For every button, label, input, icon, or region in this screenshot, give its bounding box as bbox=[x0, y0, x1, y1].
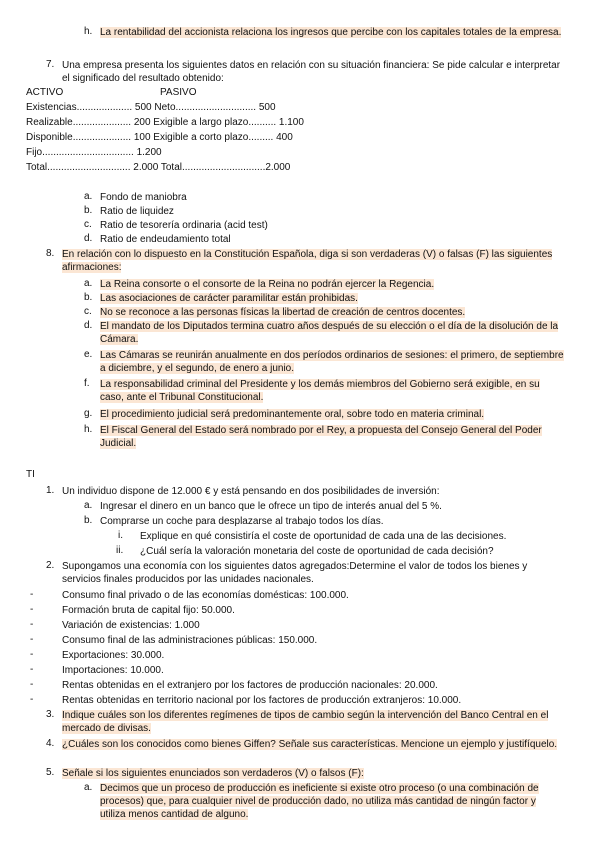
item-marker: a. bbox=[84, 278, 93, 289]
dash-marker: - bbox=[30, 664, 34, 675]
list-item: Decimos que un proceso de producción es ineficiente si existe otro proceso (o una combinación de procesos) que, para cualquier nivel de producción dado, no utiliza más cantidad de ningún factor y utiliza menos cantidad de alguno. bbox=[100, 783, 539, 820]
question-marker: 8. bbox=[46, 248, 55, 259]
list-item: Ratio de tesorería ordinaria (acid test) bbox=[100, 220, 268, 231]
balance-row: Existencias.................... 500 Neto............................. 500 bbox=[26, 102, 276, 113]
item-marker: c. bbox=[84, 306, 92, 317]
list-item: Formación bruta de capital fijo: 50.000. bbox=[62, 605, 235, 616]
question-text: Un individuo dispone de 12.000 € y está pensando en dos posibilidades de inversión: bbox=[62, 486, 440, 497]
item-marker: b. bbox=[84, 292, 93, 303]
dash-marker: - bbox=[30, 634, 34, 645]
list-item: Consumo final de las administraciones públicas: 150.000. bbox=[62, 635, 318, 646]
list-item: Rentas obtenidas en el extranjero por los factores de producción nacionales: 20.000. bbox=[62, 680, 438, 691]
dash-marker: - bbox=[30, 619, 34, 630]
list-item: Exportaciones: 30.000. bbox=[62, 650, 165, 661]
subitem-marker: i. bbox=[118, 530, 123, 541]
item-marker: h. bbox=[84, 424, 93, 435]
dash-marker: - bbox=[30, 679, 34, 690]
list-item: La Reina consorte o el consorte de la Reina no podrán ejercer la Regencia. bbox=[100, 279, 435, 290]
list-item: La responsabilidad criminal del Presidente y los demás miembros del Gobierno será exigible, en su caso, ante el Tribunal Constitucional. bbox=[100, 379, 540, 403]
list-item: Las Cámaras se reunirán anualmente en dos períodos ordinarios de sesiones: el primero, de septiembre a diciembre, y el segundo, de enero a junio. bbox=[100, 350, 564, 374]
question-text: ¿Cuáles son los conocidos como bienes Giffen? Señale sus características. Mencione un ejemplo y justifíquelo. bbox=[62, 739, 558, 750]
question-text: Supongamos una economía con los siguientes datos agregados:Determine el valor de todos los bienes y servicios finales producidos por las unidades nacionales. bbox=[62, 561, 528, 585]
dash-marker: - bbox=[30, 649, 34, 660]
balance-row: Total.............................. 2.000 Total..............................2.000 bbox=[26, 162, 291, 173]
list-item: El procedimiento judicial será predominantemente oral, sobre todo en materia criminal. bbox=[100, 409, 485, 420]
item-marker: c. bbox=[84, 219, 92, 230]
balance-row: Realizable..................... 200 Exigible a largo plazo.......... 1.100 bbox=[26, 117, 304, 128]
list-item: No se reconoce a las personas físicas la libertad de creación de centros docentes. bbox=[100, 307, 466, 318]
list-item: El mandato de los Diputados termina cuatro años después de su elección o el día de la disolución de la Cámara. bbox=[100, 321, 559, 345]
pasivo-header: PASIVO bbox=[160, 87, 197, 98]
section-heading: TI bbox=[26, 469, 35, 480]
list-item: Las asociaciones de carácter paramilitar están prohibidas. bbox=[100, 293, 358, 304]
question-marker: 7. bbox=[46, 59, 55, 70]
item-marker: d. bbox=[84, 233, 93, 244]
item-marker: b. bbox=[84, 205, 93, 216]
item-marker: b. bbox=[84, 515, 93, 526]
item-marker: g. bbox=[84, 408, 93, 419]
item-marker: a. bbox=[84, 191, 93, 202]
item-marker: a. bbox=[84, 782, 93, 793]
item-marker: d. bbox=[84, 320, 93, 331]
list-item: Consumo final privado o de las economías domésticas: 100.000. bbox=[62, 590, 349, 601]
sub-list-item: ¿Cuál sería la valoración monetaria del coste de oportunidad de cada decisión? bbox=[140, 546, 494, 557]
list-item: Ratio de endeudamiento total bbox=[100, 234, 231, 245]
item-text: La rentabilidad del accionista relaciona los ingresos que percibe con los capitales totales de la empresa. bbox=[100, 27, 562, 38]
list-item: Rentas obtenidas en territorio nacional por los factores de producción extranjeros: 10.000. bbox=[62, 695, 462, 706]
question-text: En relación con lo dispuesto en la Constitución Española, diga si son verdaderas (V) o falsas (F) las siguientes afirmaciones: bbox=[62, 249, 553, 273]
item-marker: e. bbox=[84, 349, 93, 360]
balance-row: Disponible..................... 100 Exigible a corto plazo......... 400 bbox=[26, 132, 293, 143]
question-text: Indique cuáles son los diferentes regímenes de tipos de cambio según la intervención del Banco Central en el mercado de divisas. bbox=[62, 710, 549, 734]
dash-marker: - bbox=[30, 604, 34, 615]
subitem-marker: ii. bbox=[116, 545, 124, 556]
question-marker: 3. bbox=[46, 709, 55, 720]
list-item: Ingresar el dinero en un banco que le ofrece un tipo de interés anual del 5 %. bbox=[100, 501, 442, 512]
dash-marker: - bbox=[30, 589, 34, 600]
list-item: Comprarse un coche para desplazarse al trabajo todos los días. bbox=[100, 516, 384, 527]
question-marker: 2. bbox=[46, 560, 55, 571]
dash-marker: - bbox=[30, 694, 34, 705]
list-item: Variación de existencias: 1.000 bbox=[62, 620, 200, 631]
list-item: El Fiscal General del Estado será nombrado por el Rey, a propuesta del Consejo General del Poder Judicial. bbox=[100, 425, 542, 449]
list-item: Fondo de maniobra bbox=[100, 192, 187, 203]
sub-list-item: Explique en qué consistiría el coste de oportunidad de cada una de las decisiones. bbox=[140, 531, 507, 542]
question-text: Señale si los siguientes enunciados son verdaderos (V) o falsos (F): bbox=[62, 768, 364, 779]
item-marker: f. bbox=[84, 378, 90, 389]
item-marker: a. bbox=[84, 500, 93, 511]
activo-header: ACTIVO bbox=[26, 87, 64, 98]
list-item: Ratio de liquidez bbox=[100, 206, 174, 217]
question-marker: 5. bbox=[46, 767, 55, 778]
question-marker: 4. bbox=[46, 738, 55, 749]
question-text: Una empresa presenta los siguientes datos en relación con su situación financiera: Se pide calcular e interpretar el significado del resultado obtenido: bbox=[62, 60, 561, 84]
question-marker: 1. bbox=[46, 485, 55, 496]
balance-row: Fijo................................. 1.200 bbox=[26, 147, 162, 158]
list-item: Importaciones: 10.000. bbox=[62, 665, 164, 676]
item-marker: h. bbox=[84, 26, 93, 37]
